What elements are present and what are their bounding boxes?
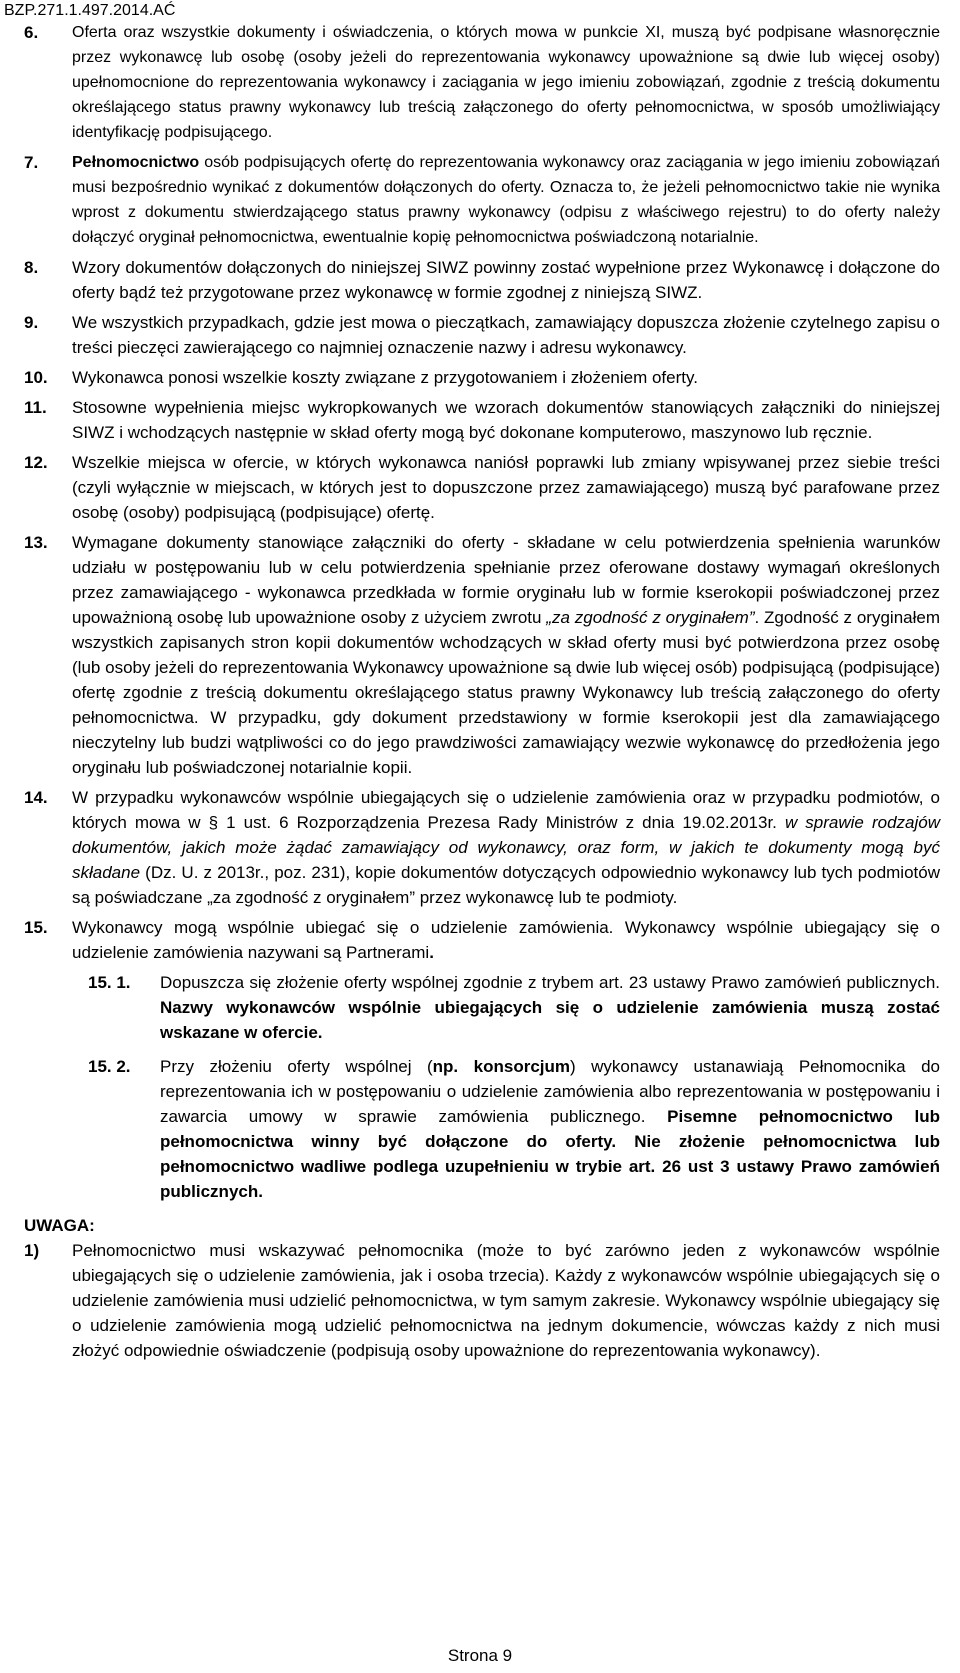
- item-body-text: osób podpisujących ofertę do reprezentowania wykonawcy oraz zaciągania w jego imieniu zobowiązań musi bezpośrednio wynikać z dokumentów dołączonych do oferty. Oznacza to, że jeżeli pełnomocnictwo takie nie wynika wprost z dokumentu stwierdzającego status prawny wykonawcy (odpisu z właściwego rejestru) to do oferty należy dołączyć oryginał pełnomocnictwa, ewentualnie kopię pełnomocnictwa poświadczoną notarialnie.: [72, 154, 940, 246]
- section-10: [24, 365, 940, 390]
- item-number: 9.: [24, 313, 39, 332]
- note-text: Pełnomocnictwo musi wskazywać pełnomocnika (może to być zarówno jeden z wykonawców wspólnie ubiegających się o udzielenie zamówienia, jak i osoba trzecia). Każdy z wykonawców wspólnie ubiegających się o udzielenie zamówienia musi udzielić pełnomocnictwa, w tym samym zakresie. Wykonawcy wspólnie ubiegający się o udzielenie zamówienia mogą udzielić pełnomocnictwa na jednym dokumencie, wówczas każdy z nich musi złożyć odpowiednie oświadczenie (podpisują osoby upoważnione do reprezentowania wykonawcy).: [72, 1241, 940, 1360]
- section-8: [24, 255, 940, 305]
- item-text: [72, 785, 940, 910]
- item-bold-text: Pełnomocnictwo: [72, 154, 200, 171]
- item-italic-text: „za zgodność z oryginałem”: [546, 608, 755, 627]
- subsection-text: [160, 970, 940, 1045]
- item-number: 10.: [24, 368, 48, 387]
- item-body-text: Wykonawcy mogą wspólnie ubiegać się o udzielenie zamówienia. Wykonawcy wspólnie ubiegający się o udzielenie zamówienia nazywani są Partnerami: [72, 918, 940, 962]
- item-number: 15.: [24, 918, 48, 937]
- note-number: 1): [24, 1241, 40, 1260]
- item-text: [72, 530, 940, 780]
- item-number: 11.: [24, 398, 47, 417]
- item-text: Wzory dokumentów dołączonych do niniejszej SIWZ powinny zostać wypełnione przez Wykonawcę i dołączone do oferty bądź też przygotowane przez wykonawcę w formie zgodnej z niniejszą SIWZ.: [72, 258, 940, 302]
- section-9: [24, 310, 940, 360]
- section-13: [24, 530, 940, 780]
- note-item-1: [24, 1238, 940, 1363]
- item-text: Wykonawca ponosi wszelkie koszty związane z przygotowaniem i złożeniem oferty.: [72, 368, 698, 387]
- section-12: [24, 450, 940, 525]
- note-heading: UWAGA:: [24, 1216, 95, 1235]
- document-body: [24, 20, 940, 1368]
- item-text: [72, 150, 940, 250]
- item-number: 14.: [24, 788, 48, 807]
- item-text: Wszelkie miejsca w ofercie, w których wykonawca naniósł poprawki lub zmiany wpisywanej przez siebie treści (czyli wyłącznie w miejscach, w których jest to dopuszczone przez zamawiającego) muszą być parafowane przez osobę (osoby) podpisującą (podpisujące) ofertę.: [72, 453, 940, 522]
- document-reference: BZP.271.1.497.2014.AĆ: [4, 2, 176, 19]
- subsection-15-2: [88, 1054, 940, 1204]
- item-text: Stosowne wypełnienia miejsc wykropkowanych we wzorach dokumentów stanowiących załączniki do niniejszej SIWZ i wchodzących następnie w skład oferty mogą być dokonane komputerowo, maszynowo lub ręcznie.: [72, 398, 940, 442]
- page-footer: [0, 1646, 960, 1666]
- item-number: 7.: [24, 153, 39, 172]
- subsection-body-text: Dopuszcza się złożenie oferty wspólnej zgodnie z trybem art. 23 ustawy Prawo zamówień publicznych.: [160, 973, 940, 992]
- subsection-bold-text: np. konsorcjum: [432, 1057, 570, 1076]
- section-6: [24, 20, 940, 145]
- item-body-text: Wymagane dokumenty stanowiące załączniki do oferty - składane w celu potwierdzenia spełnienia warunków udziału w postępowaniu lub w celu potwierdzenia spełnianie przez oferowane dostawy wymagań określonych przez zamawiającego - wykonawca przedkłada w formie oryginału lub w formie kserokopii poświadczonej przez upoważnioną osobę lub upoważnione osoby z użyciem zwrotu: [72, 533, 940, 627]
- item-text: Oferta oraz wszystkie dokumenty i oświadczenia, o których mowa w punkcie XI, muszą być podpisane własnoręcznie przez wykonawcę lub osobę (osoby jeżeli do reprezentowania wykonawcy upoważnione są dwie lub więcej osoby) upełnomocnione do reprezentowania wykonawcy i zaciągania w jego imieniu zobowiązań, zgodnie z treścią dokumentu określającego status prawny wykonawcy lub treścią załączonego do oferty pełnomocnictwa, w sposób umożliwiający identyfikację podpisującego.: [72, 24, 940, 141]
- item-italic-text: w sprawie rodzajów dokumentów, jakich może żądać zamawiający od wykonawcy, oraz form, w jakich te dokumenty mogą być składane: [72, 813, 940, 882]
- section-14: [24, 785, 940, 910]
- section-11: [24, 395, 940, 445]
- item-body-text: (Dz. U. z 2013r., poz. 231), kopie dokumentów dotyczących odpowiednio wykonawcy lub tych podmiotów są poświadczane „za zgodność z oryginałem” przez wykonawcę lub te podmioty.: [72, 863, 940, 907]
- subsection-body-text: ) wykonawcy ustanawiają Pełnomocnika do reprezentowania ich w postępowaniu o udzielenie zamówienia albo reprezentowania w postępowaniu i zawarcia umowy w sprawie zamówienia publicznego.: [160, 1057, 940, 1126]
- subsection-text: [160, 1054, 940, 1204]
- item-body-text: . Zgodność z oryginałem wszystkich zapisanych stron kopii dokumentów wchodzących w skład oferty musi być potwierdzona przez osobę (lub osoby jeżeli do reprezentowania Wykonawcy upoważnione są dwie lub więcej osób) podpisującą (podpisujące) ofertę zgodnie z treścią dokumentu określającego status prawny Wykonawcy lub treścią załączonego do oferty pełnomocnictwa. W przypadku, gdy dokument przedstawiony w formie kserokopii jest dla zamawiającego nieczytelny lub budzi wątpliwości co do jego prawdziwości zamawiający wezwie wykonawcę do przedłożenia jego oryginału lub poświadczonej notarialnie kopii.: [72, 608, 940, 777]
- section-7: [24, 150, 940, 250]
- subsection-15-1: [88, 970, 940, 1045]
- item-number: 8.: [24, 258, 39, 277]
- item-text: We wszystkich przypadkach, gdzie jest mowa o pieczątkach, zamawiający dopuszcza złożenie czytelnego zapisu o treści pieczęci zawierającego co najmniej oznaczenie nazwy i adresu wykonawcy.: [72, 313, 940, 357]
- item-number: 12.: [24, 453, 48, 472]
- item-text: [72, 915, 940, 965]
- item-body-text: W przypadku wykonawców wspólnie ubiegających się o udzielenie zamówienia oraz w przypadku podmiotów, o których mowa w § 1 ust. 6 Rozporządzenia Prezesa Rady Ministrów z dnia 19.02.2013r.: [72, 788, 940, 832]
- subsection-bold-text: Nazwy wykonawców wspólnie ubiegających się o udzielenie zamówienia muszą zostać wskazane w ofercie.: [160, 998, 940, 1042]
- subsection-number: 15. 2.: [88, 1057, 131, 1076]
- subsection-number: 15. 1.: [88, 973, 131, 992]
- subsection-bold-text: Pisemne pełnomocnictwo lub pełnomocnictwa winny być dołączone do oferty. Nie złożenie pełnomocnictwa lub pełnomocnictwo wadliwe podlega uzupełnieniu w trybie art. 26 ust 3 ustawy Prawo zamówień publicznych.: [160, 1107, 941, 1201]
- item-number: 13.: [24, 533, 48, 552]
- subsection-body-text: Przy złożeniu oferty wspólnej (: [160, 1057, 433, 1076]
- item-number: 6.: [24, 23, 39, 42]
- section-15: [24, 915, 940, 965]
- page-number: Strona 9: [447, 1646, 513, 1665]
- item-bold-text: .: [429, 943, 434, 962]
